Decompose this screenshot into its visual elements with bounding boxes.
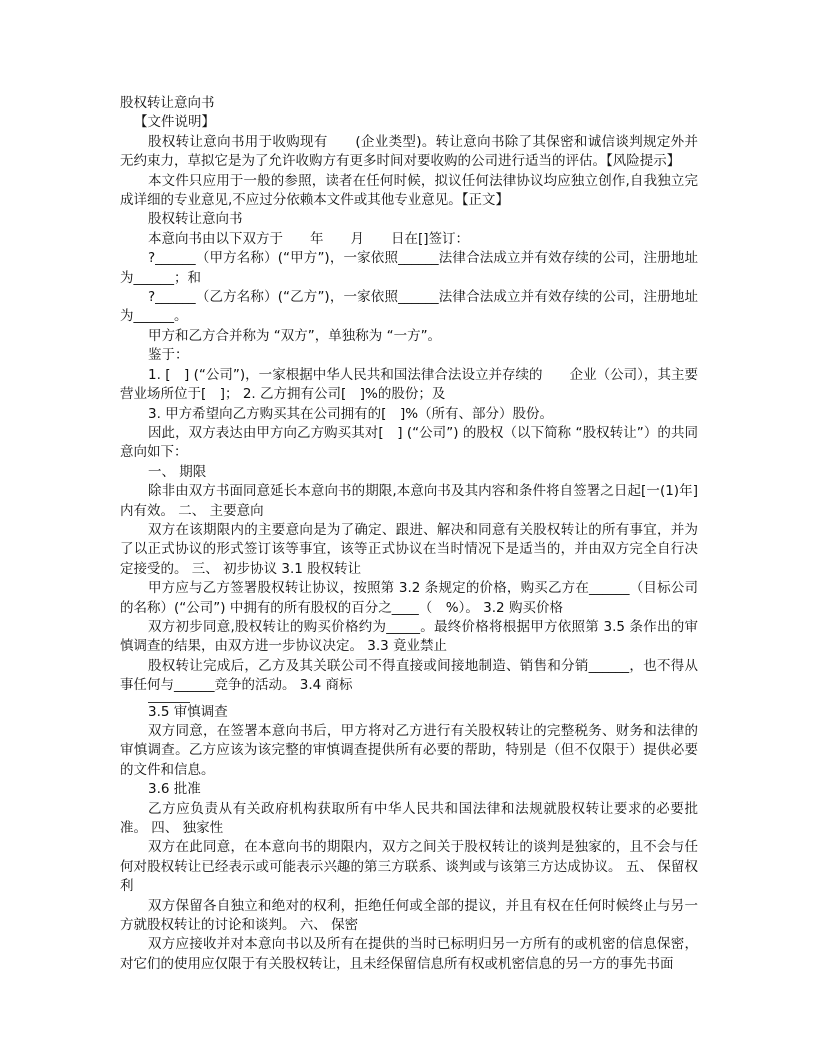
paragraph: 甲方应与乙方签署股权转让协议，按照第 3.2 条规定的价格，购买乙方在______（目标公司的名称）(“公司”) 中拥有的所有股权的百分之____（ %）。 3.2 购买价格	[120, 580, 698, 616]
paragraph: 双方初步同意,股权转让的购买价格约为_____。最终价格将根据甲方依照第 3.5 条作出的审慎调查的结果，由双方进一步协议决定。 3.3 竟业禁止	[120, 618, 698, 655]
document-title: 股权转让意向书	[120, 95, 215, 111]
section-heading: 一、 期限	[148, 463, 207, 480]
paragraph: 乙方应负责从有关政府机构获取所有中华人民共和国法律和法规就股权转让要求的必要批准。 四、 独家性	[120, 800, 698, 837]
paragraph: 甲方和乙方合并称为 “双方”，单独称为 “一方”。	[148, 327, 442, 344]
paragraph: 双方同意，在签署本意向书后，甲方将对乙方进行有关股权转让的完整税务、财务和法律的审慎调查。乙方应该为该完整的审慎调查提供所有必要的帮助，特别是（但不仅限于）提供必要的文件和信息。	[120, 723, 698, 778]
paragraph: 双方应接收并对本意向书以及所有在提供的当时已标明归另一方所有的或机密的信息保密，对它们的使用应仅限于有关股权转让，且未经保留信息所有权或机密信息的另一方的事先书面	[120, 936, 698, 972]
paragraph: 鉴于：	[148, 347, 189, 364]
paragraph: 双方保留各自独立和绝对的权利，拒绝任何或全部的提议，并且有权在任何时候终止与另一方就股权转让的讨论和谈判。 六、 保密	[120, 897, 698, 934]
recital-item: 3. 甲方希望向乙方购买其在公司拥有的[ ]%（所有、部分）股份。	[148, 405, 554, 422]
document-page	[120, 94, 698, 974]
party-a-clause: ?______（甲方名称）(“甲方”)，一家依照______法律合法成立并有效存续的公司，注册地址为______；和	[120, 250, 698, 286]
paragraph: 因此，双方表达由甲方向乙方购买其对[ ] (“公司”) 的股权（以下简称 “股权转让”）的共同意向如下：	[120, 424, 698, 461]
paragraph: 本文件只应用于一般的参照，读者在任何时候，拟议任何法律协议均应独立创作,自我独立完成详细的专业意见,不应过分依赖本文件或其他专业意见。【正文】	[120, 172, 698, 209]
recital-item: 1. [ ] (“公司”)，一家根据中华人民共和国法律合法设立并存续的 企业（公司），其主要营业场所位于[ ]； 2. 乙方拥有公司[ ]%的股份；及	[120, 366, 698, 403]
paragraph: 双方在此同意，在本意向书的期限内，双方之间关于股权转让的谈判是独家的，且不会与任何对股权转让已经表示或可能表示兴趣的第三方联系、谈判或与该第三方达成协议。 五、 保留权利	[120, 839, 698, 895]
paragraph: 股权转让意向书用于收购现有 (企业类型)。转让意向书除了其保密和诚信谈判规定外并无约束力，草拟它是为了允许收购方有更多时间对要收购的公司进行适当的评估。【风险提示】	[120, 133, 698, 170]
paragraph: 股权转让完成后，乙方及其关联公司不得直接或间接地制造、销售和分销______，也不得从事任何与______竞争的活动。 3.4 商标	[120, 657, 698, 694]
paragraph: 除非由双方书面同意延长本意向书的期限,本意向书及其内容和条件将自签署之日起[一(1)年]内有效。 二、 主要意向	[120, 483, 698, 519]
section-heading: 3.5 审慎调查	[148, 703, 228, 720]
section-heading: 【文件说明】	[134, 114, 215, 131]
subtitle: 股权转让意向书	[148, 211, 243, 228]
paragraph: 双方在该期限内的主要意向是为了确定、跟进、解决和同意有关股权转让的所有事宜，并为了以正式协议的形式签订该等事宜，该等正式协议在当时情况下是适当的，并由双方完全自行决定接受的。 三、 初步协议 3.1 股权转让	[120, 521, 698, 577]
party-b-clause: ?______（乙方名称）(“乙方”)，一家依照______法律合法成立并有效存续的公司，注册地址为______。	[120, 289, 698, 325]
section-heading: 3.6 批准	[148, 781, 201, 798]
paragraph: 本意向书由以下双方于 年 月 日在[]签订：	[148, 230, 470, 247]
